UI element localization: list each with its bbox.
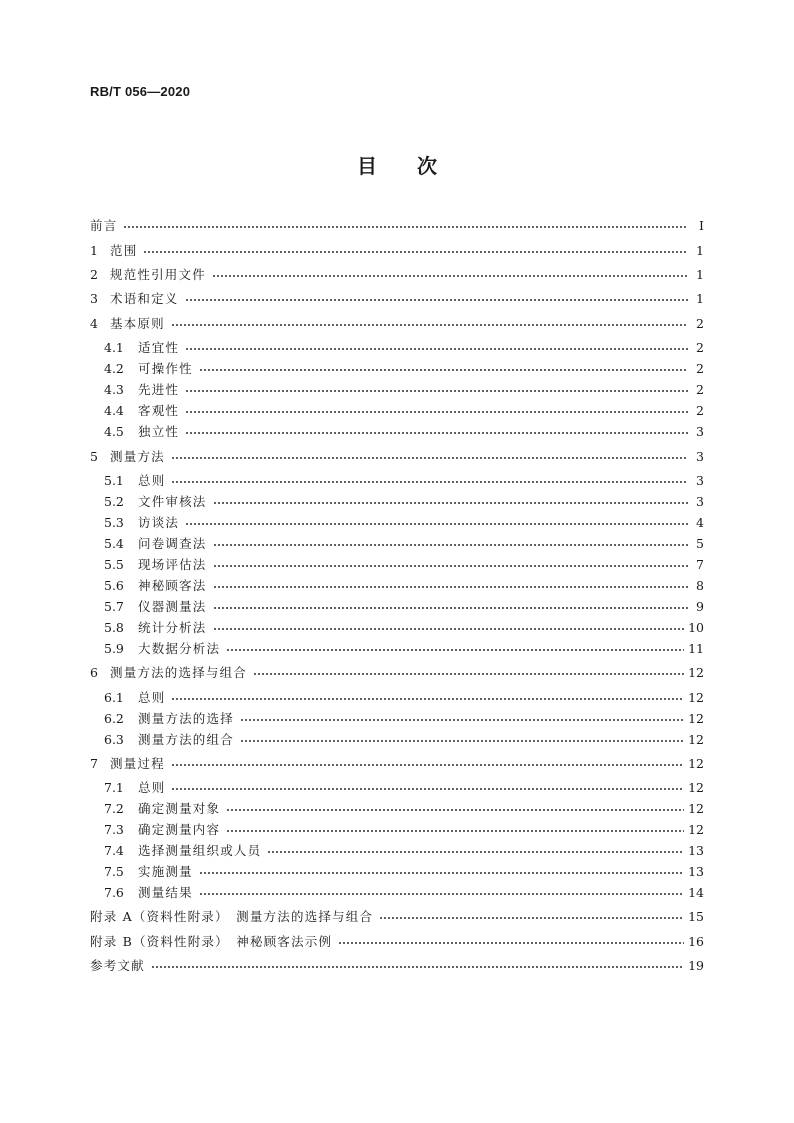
toc-page-number: 3 [696, 424, 704, 439]
toc-page-number: 3 [696, 473, 704, 488]
toc-entry-title: 前言 [90, 218, 118, 233]
toc-leader-dots [226, 820, 684, 840]
toc-entry-7-1[interactable] [104, 778, 704, 798]
toc-entry-6-3[interactable] [104, 730, 704, 750]
toc-page-number: 8 [696, 578, 704, 593]
toc-page-number: 7 [696, 557, 704, 572]
page-title: 目 次 [357, 154, 437, 178]
toc-leader-dots [226, 799, 684, 819]
toc-page-number: 2 [696, 316, 704, 331]
toc-leader-dots [199, 883, 684, 903]
toc-entry-foreword[interactable] [90, 216, 704, 236]
toc-leader-dots [199, 359, 688, 379]
toc-page-number: Ⅰ [699, 218, 704, 233]
toc-entry-5-8[interactable] [104, 618, 704, 638]
toc-entry-5-4[interactable] [104, 534, 704, 554]
toc-page-number: 10 [688, 620, 704, 635]
toc-entry-4[interactable] [90, 314, 704, 334]
toc-entry-title: 独立性 [138, 424, 180, 439]
toc-page-number: 4 [696, 515, 704, 530]
toc-section-number: 7.1 [104, 780, 124, 795]
toc-section-number: 4.3 [104, 382, 124, 397]
toc-section-number: 5.6 [104, 578, 124, 593]
toc-page-number: 1 [696, 267, 704, 282]
toc-entry-title: 实施测量 [138, 864, 193, 879]
toc-section-number: 5.3 [104, 515, 124, 530]
toc-page-number: 3 [696, 494, 704, 509]
toc-page-number: 12 [688, 665, 704, 680]
toc-page-number: 5 [696, 536, 704, 551]
toc-section-number: 5.8 [104, 620, 124, 635]
toc-entry-6[interactable] [90, 663, 704, 683]
toc-page-number: 13 [688, 864, 704, 879]
toc-leader-dots [199, 862, 684, 882]
toc-entry-5-6[interactable] [104, 576, 704, 596]
toc-entry-title: 参考文献 [90, 958, 145, 973]
toc-entry-title: 附录 B（资料性附录） 神秘顾客法示例 [90, 934, 333, 949]
toc-entry-5-5[interactable] [104, 555, 704, 575]
toc-page-number: 16 [688, 934, 704, 949]
toc-page-number: 12 [688, 780, 704, 795]
toc-entry-3[interactable] [90, 289, 704, 309]
toc-entry-title: 确定测量对象 [138, 801, 221, 816]
toc-entry-title: 神秘顾客法 [138, 578, 207, 593]
toc-leader-dots [213, 576, 688, 596]
toc-entry-title: 总则 [138, 473, 166, 488]
toc-section-number: 7.3 [104, 822, 124, 837]
toc-section-number: 6.2 [104, 711, 124, 726]
toc-leader-dots [171, 754, 684, 774]
toc-entry-title: 客观性 [138, 403, 180, 418]
toc-page-number: 15 [688, 909, 704, 924]
toc-entry-7-3[interactable] [104, 820, 704, 840]
toc-section-number: 5.9 [104, 641, 124, 656]
toc-leader-dots [123, 216, 688, 236]
toc-entry-7[interactable] [90, 754, 704, 774]
toc-entry-title: 规范性引用文件 [110, 267, 206, 282]
toc-entry-references[interactable] [90, 956, 704, 976]
toc-section-number: 7.2 [104, 801, 124, 816]
toc-entry-title: 术语和定义 [110, 291, 179, 306]
toc-entry-5-2[interactable] [104, 492, 704, 512]
toc-leader-dots [213, 492, 688, 512]
toc-entry-title: 可操作性 [138, 361, 193, 376]
toc-page-number: 14 [688, 885, 704, 900]
toc-entry-5-9[interactable] [104, 639, 704, 659]
toc-leader-dots [171, 778, 684, 798]
toc-entry-appendix-a[interactable] [90, 907, 704, 927]
toc-entry-title: 范围 [110, 243, 138, 258]
toc-page-number: 12 [688, 711, 704, 726]
toc-section-number: 5 [90, 449, 98, 464]
toc-leader-dots [213, 534, 688, 554]
toc-section-number: 5.4 [104, 536, 124, 551]
toc-section-number: 2 [90, 267, 98, 282]
toc-section-number: 6.3 [104, 732, 124, 747]
toc-leader-dots [379, 907, 684, 927]
toc-leader-dots [253, 663, 684, 683]
toc-section-number: 7.4 [104, 843, 124, 858]
toc-page-number: 9 [696, 599, 704, 614]
document-code: RB/T 056—2020 [90, 84, 191, 99]
toc-section-number: 4.5 [104, 424, 124, 439]
toc-section-number: 6.1 [104, 690, 124, 705]
toc-page-number: 12 [688, 690, 704, 705]
toc-entry-title: 大数据分析法 [138, 641, 221, 656]
toc-entry-6-1[interactable] [104, 688, 704, 708]
toc-page-number: 19 [688, 958, 704, 973]
toc-leader-dots [185, 380, 688, 400]
toc-leader-dots [185, 422, 688, 442]
toc-section-number: 7.5 [104, 864, 124, 879]
toc-entry-7-2[interactable] [104, 799, 704, 819]
toc-leader-dots [226, 639, 684, 659]
toc-entry-5-1[interactable] [104, 471, 704, 491]
toc-entry-title: 基本原则 [110, 316, 165, 331]
toc-entry-title: 仪器测量法 [138, 599, 207, 614]
toc-entry-4-4[interactable] [104, 401, 704, 421]
toc-entry-4-1[interactable] [104, 338, 704, 358]
toc-page-number: 12 [688, 732, 704, 747]
toc-entry-title: 测量过程 [110, 756, 165, 771]
toc-leader-dots [185, 338, 688, 358]
toc-entry-4-5[interactable] [104, 422, 704, 442]
toc-section-number: 4 [90, 316, 98, 331]
toc-leader-dots [213, 597, 688, 617]
toc-entry-1[interactable] [90, 241, 704, 261]
toc-entry-title: 统计分析法 [138, 620, 207, 635]
toc-entry-title: 附录 A（资料性附录） 测量方法的选择与组合 [90, 909, 374, 924]
toc-leader-dots [213, 555, 688, 575]
toc-section-number: 1 [90, 243, 98, 258]
toc-leader-dots [185, 513, 688, 533]
toc-leader-dots [213, 618, 685, 638]
toc-section-number: 4.1 [104, 340, 124, 355]
toc-leader-dots [171, 447, 688, 467]
toc-entry-title: 测量方法的选择 [138, 711, 234, 726]
toc-leader-dots [185, 401, 688, 421]
toc-entry-title: 适宜性 [138, 340, 180, 355]
toc-entry-title: 选择测量组织或人员 [138, 843, 262, 858]
toc-leader-dots [171, 471, 688, 491]
toc-leader-dots [143, 241, 688, 261]
toc-page-number: 2 [696, 361, 704, 376]
toc-entry-title: 总则 [138, 690, 166, 705]
toc-page-number: 12 [688, 801, 704, 816]
toc-page-number: 12 [688, 822, 704, 837]
toc-section-number: 5.2 [104, 494, 124, 509]
toc-page-number: 1 [696, 243, 704, 258]
toc-page-number: 11 [688, 641, 704, 656]
toc-leader-dots [338, 932, 684, 952]
toc-section-number: 6 [90, 665, 98, 680]
toc-entry-title: 现场评估法 [138, 557, 207, 572]
toc-leader-dots [267, 841, 684, 861]
toc-section-number: 7 [90, 756, 98, 771]
toc-entry-appendix-b[interactable] [90, 932, 704, 952]
toc-entry-title: 文件审核法 [138, 494, 207, 509]
toc-entry-6-2[interactable] [104, 709, 704, 729]
toc-section-number: 5.5 [104, 557, 124, 572]
toc-page-number: 2 [696, 340, 704, 355]
toc-entry-2[interactable] [90, 265, 704, 285]
toc-entry-4-2[interactable] [104, 359, 704, 379]
toc-entry-7-5[interactable] [104, 862, 704, 882]
toc-section-number: 3 [90, 291, 98, 306]
toc-entry-title: 测量方法 [110, 449, 165, 464]
toc-section-number: 4.4 [104, 403, 124, 418]
toc-page-number: 3 [696, 449, 704, 464]
toc-entry-title: 测量方法的组合 [138, 732, 234, 747]
toc-leader-dots [240, 730, 684, 750]
toc-leader-dots [171, 314, 688, 334]
toc-entry-7-4[interactable] [104, 841, 704, 861]
toc-page-number: 2 [696, 403, 704, 418]
toc-page-number: 1 [696, 291, 704, 306]
toc-leader-dots [240, 709, 684, 729]
toc-entry-title: 先进性 [138, 382, 180, 397]
toc-leader-dots [185, 289, 688, 309]
toc-leader-dots [151, 956, 684, 976]
toc-entry-5-7[interactable] [104, 597, 704, 617]
toc-leader-dots [212, 265, 688, 285]
toc-entry-5[interactable] [90, 447, 704, 467]
toc-page-number: 2 [696, 382, 704, 397]
toc-entry-7-6[interactable] [104, 883, 704, 903]
toc-entry-5-3[interactable] [104, 513, 704, 533]
toc-section-number: 4.2 [104, 361, 124, 376]
toc-entry-title: 问卷调查法 [138, 536, 207, 551]
toc-leader-dots [171, 688, 684, 708]
toc-section-number: 5.7 [104, 599, 124, 614]
toc-section-number: 5.1 [104, 473, 124, 488]
toc-entry-title: 总则 [138, 780, 166, 795]
toc-entry-title: 测量方法的选择与组合 [110, 665, 248, 680]
toc-page-number: 13 [688, 843, 704, 858]
toc-entry-title: 访谈法 [138, 515, 180, 530]
toc-entry-4-3[interactable] [104, 380, 704, 400]
toc-entry-title: 测量结果 [138, 885, 193, 900]
toc-page-number: 12 [688, 756, 704, 771]
toc-entry-title: 确定测量内容 [138, 822, 221, 837]
toc-section-number: 7.6 [104, 885, 124, 900]
